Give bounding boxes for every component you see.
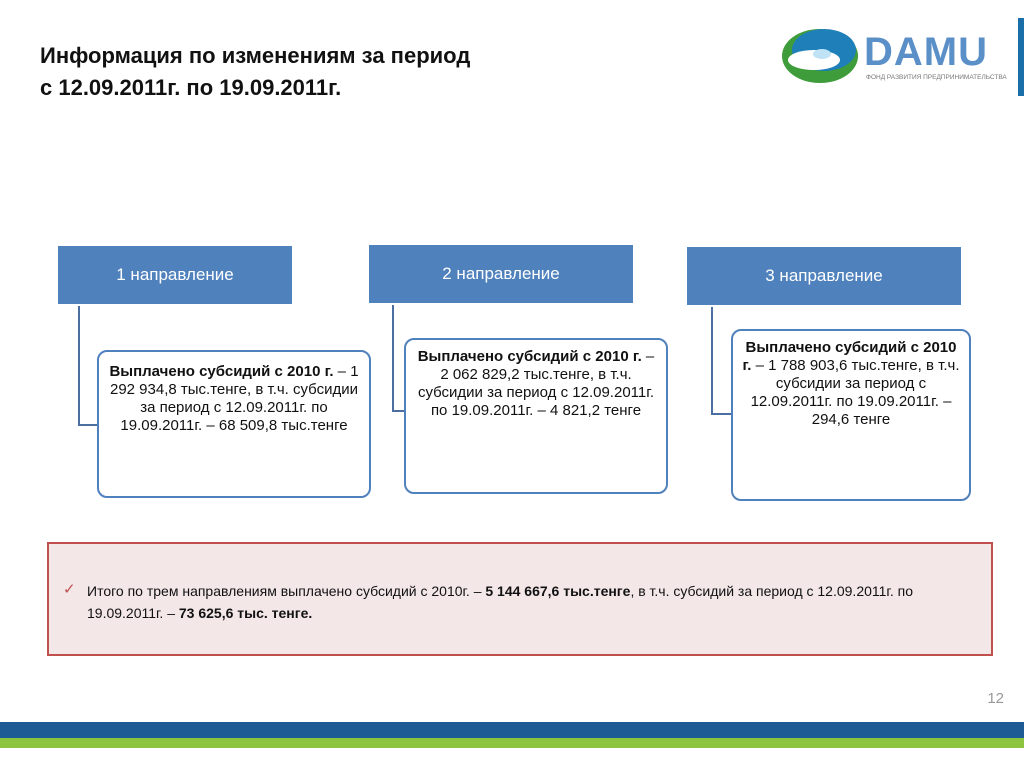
direction-3-header	[687, 247, 961, 305]
summary-text	[87, 580, 967, 624]
direction-1-details	[97, 350, 371, 498]
direction-3-details	[731, 329, 971, 501]
logo-accent-bar	[1018, 18, 1024, 96]
footer-band-green	[0, 738, 1024, 748]
page-number: 12	[987, 690, 1004, 707]
checkmark-icon: ✓	[63, 581, 76, 598]
title-line-2: с 12.09.2011г. по 19.09.2011г.	[40, 75, 342, 100]
summary-text-part2: , в т.ч. субсидий за период с 12.09.2011г. по 19.09.2011г. –	[87, 583, 913, 621]
damu-logo-emblem-icon	[778, 18, 862, 88]
damu-logo	[778, 18, 1008, 88]
page-title	[40, 40, 640, 104]
direction-1-header-label: 1 направление	[116, 265, 234, 284]
direction-1-text: – 1 292 934,8 тыс.тенге, в т.ч. субсидии за период с 12.09.2011г. по 19.09.2011г. – 68 509,8 тыс.тенге	[109, 363, 359, 434]
logo-subtitle: ФОНД РАЗВИТИЯ ПРЕДПРИНИМАТЕЛЬСТВА	[866, 74, 1007, 81]
title-line-1: Информация по изменениям за период	[40, 43, 471, 68]
direction-2-details	[404, 338, 668, 494]
direction-2-header	[369, 245, 633, 303]
logo-brand: DAMU	[864, 30, 988, 74]
footer-band-blue	[0, 722, 1024, 738]
direction-1-bold: Выплачено субсидий с 2010 г.	[109, 363, 334, 380]
summary-box	[47, 542, 993, 656]
summary-total: 5 144 667,6 тыс.тенге	[485, 583, 631, 599]
summary-period-total: 73 625,6 тыс. тенге.	[178, 605, 313, 621]
direction-3-bold: Выплачено субсидий с 2010 г.	[742, 339, 957, 374]
direction-3-header-label: 3 направление	[765, 266, 883, 285]
direction-1-header	[58, 246, 292, 304]
direction-3-text: – 1 788 903,6 тыс.тенге, в т.ч. субсидии за период с 12.09.2011г. по 19.09.2011г. – 294,6 тенге	[750, 357, 960, 428]
summary-text-part1: Итого по трем направлениям выплачено субсидий с 2010г. –	[87, 583, 486, 599]
direction-2-header-label: 2 направление	[442, 264, 560, 283]
direction-2-text: – 2 062 829,2 тыс.тенге, в т.ч. субсидии за период с 12.09.2011г. по 19.09.2011г. – 4 821,2 тенге	[417, 348, 655, 419]
direction-2-bold: Выплачено субсидий с 2010 г.	[417, 348, 642, 365]
